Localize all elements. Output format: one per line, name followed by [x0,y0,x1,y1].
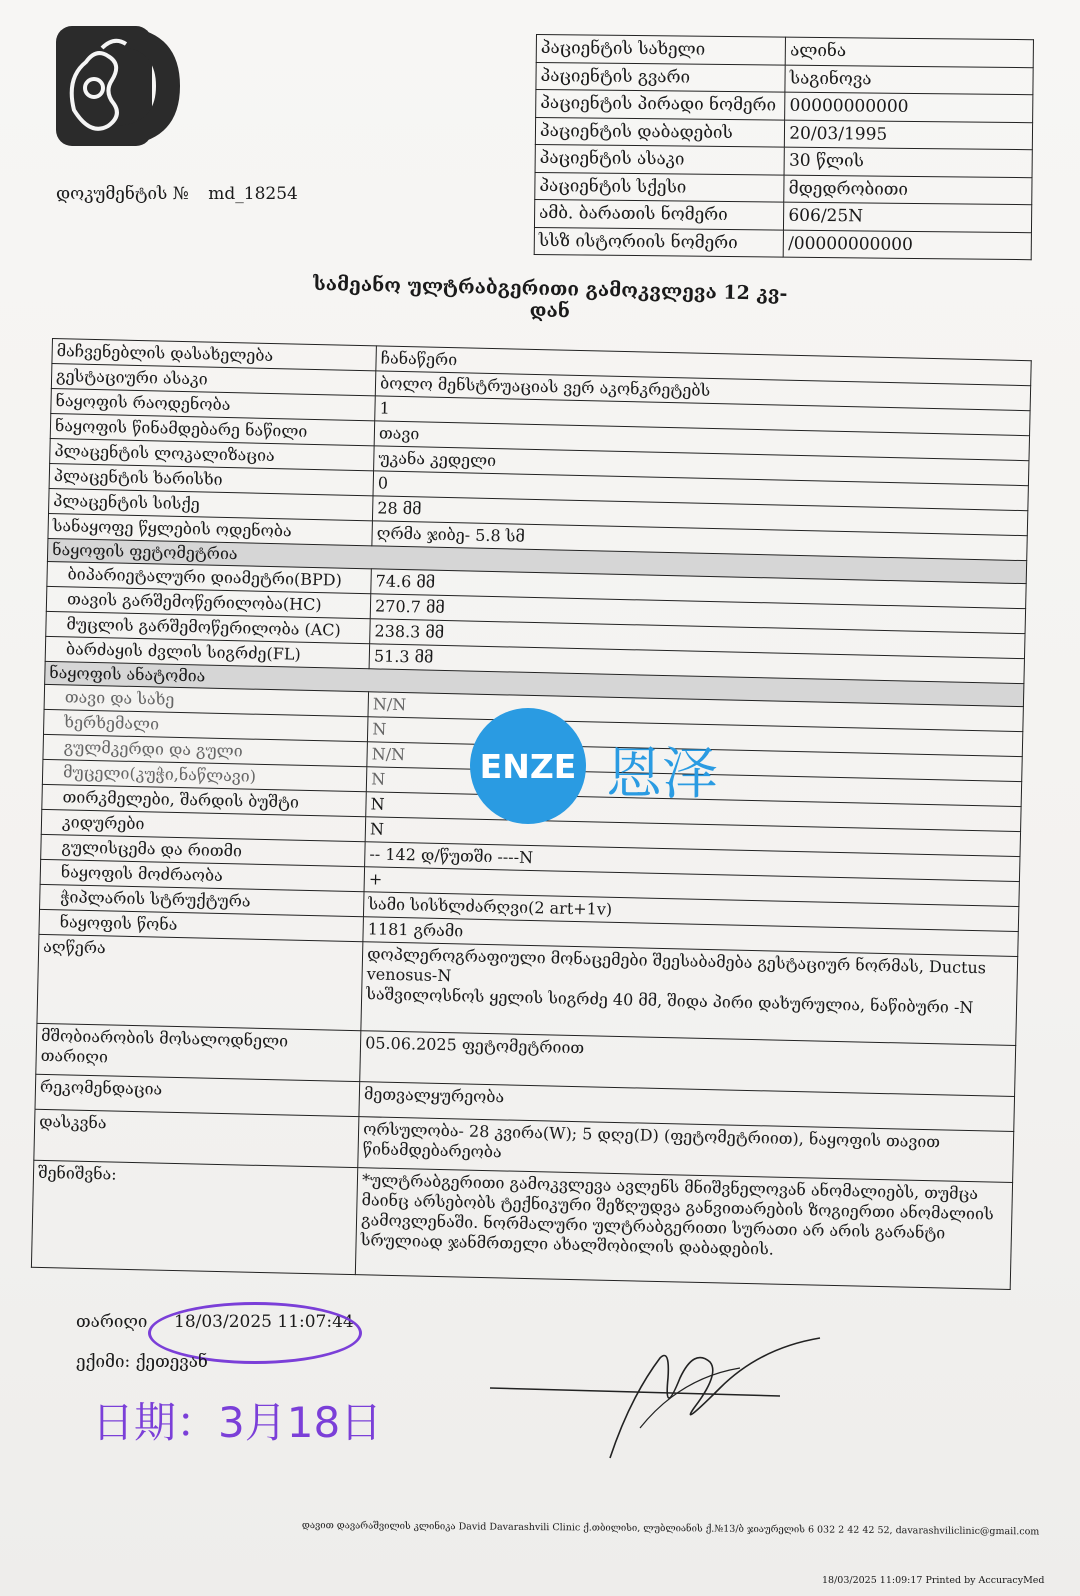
row-label: ნაყოფის რაოდენობა [51,388,376,420]
row-label: აღწერა [37,934,363,1030]
patient-label: პაციენტის სქესი [535,172,785,202]
row-label: გესტაციური ასაკი [51,364,376,396]
row-label: პლაცენტის ლოკალიზაცია [50,438,375,470]
clinic-logo-icon [52,18,182,153]
row-value: 05.06.2025 ფეტომეტრიით [360,1031,1016,1097]
row-value: უკანა კედელი [374,446,1029,486]
signature-icon [480,1318,840,1468]
row-value: მეთვალყურეობა [359,1082,1015,1132]
row-label: პლაცენტის სისქე [49,488,374,520]
enze-chinese-text: 恩泽 [606,742,718,807]
row-value: N [365,817,1020,857]
print-timestamp: 18/03/2025 11:09:17 Printed by AccuracyMed [822,1575,1045,1586]
description-line: დოპლეროგრაფიული მონაცემები შეესაბამება გესტაციურ ნორმას, Ductus venosus-N [366,944,987,986]
row-label: სანაყოფე წყლების ოდენობა [48,513,373,545]
document-number-value: md_18254 [208,184,298,204]
date-label: თარიღი [76,1312,148,1332]
row-label: ხერხემალი [44,709,369,741]
patient-value: 30 წლის [784,147,1032,177]
patient-value: ალინა [786,37,1034,67]
patient-label: პაციენტის დაბადების [535,117,785,147]
patient-value: 00000000000 [785,92,1033,122]
row-value: სამი სისხლძარღვი(2 art+1v) [364,892,1019,932]
row-label: მუცლის გარშემოწერილობა (AC) [46,611,371,643]
row-value: 1 [375,396,1030,436]
row-label: თავის გარშემოწერილობა(HC) [46,586,371,618]
row-value: + [364,867,1019,907]
section-title: ნაყოფის ფეტომეტრია [47,538,1026,583]
document-number-label: დოკუმენტის № [56,184,189,204]
row-label: თირკმელები, შარდის ბუშტი [42,784,367,816]
row-label: მაჩვენებლის დასახელება [52,339,377,371]
row-label: ბიპარიეტალური დიამეტრი(BPD) [47,561,372,593]
table-row [534,199,1031,232]
row-label: ნაყოფის წინამდებარე ნაწილი [50,413,375,445]
enze-watermark [470,700,750,820]
report-title: სამეანო ულტრაბგერითი გამოკვლევა 12 კვ-დან [312,273,788,323]
row-value: N/N [367,742,1022,782]
row-value: 51.3 მმ [369,644,1024,684]
row-value: N/N [368,692,1023,732]
row-label: მშობიარობის მოსალოდნელი თარიღი [36,1023,361,1081]
row-label: გულმკერდი და გული [43,734,368,766]
row-label: თავი და სახე [44,684,369,716]
row-value: 1181 გრამი [363,917,1018,957]
section-title: ნაყოფის ანატომია [45,661,1024,706]
row-label: მუცელი(კუჭი,ნაწლავი) [42,759,367,791]
row-value: ღრმა ჯიბე- 5.8 სმ [372,521,1027,561]
row-label: ნაყოფის მოძრაობა [40,859,365,891]
row-label: პლაცენტის ხარისხი [49,463,374,495]
row-value: *ულტრაბგერითი გამოკვლევა ავლენს მნიშვნელოვან ანომალიებს, თუმცა მაინც არსებობს ტექნიკური შეზღუდვა განვითარების ზოგიერთი ანომალიის გამოვლენაში. ნორმალური ულტრაბგერითი სურათი არ არის გარანტი სრულიად ჯანმრთელი ახალშობილის დაბადების. [355,1168,1012,1290]
table-row [534,227,1031,260]
patient-label: პაციენტის ასაკი [535,144,785,174]
row-value: ჩანაწერი [376,346,1031,386]
patient-info-table [534,34,1034,260]
document-number [56,184,298,204]
row-label: დასკვნა [34,1109,359,1167]
row-value: N [366,767,1021,807]
row-label: ნაყოფის წონა [39,909,364,941]
enze-badge: ENZE [470,708,586,824]
row-label: ბარძაყის ძვლის სიგრძე(FL) [45,636,370,668]
table-row [535,144,1032,177]
patient-value: /00000000000 [783,230,1031,260]
patient-label: პაციენტის პირადი ნომერი [536,90,786,120]
row-value: N [368,717,1023,757]
row-label: კიდურები [41,809,366,841]
patient-value: 20/03/1995 [785,120,1033,150]
doctor-name: ექიმი: ქეთევან [76,1352,208,1372]
row-label: ჭიპლარის სტრუქტურა [40,884,365,916]
row-value: -- 142 დ/წუთში ----N [365,842,1020,882]
row-value: 0 [373,471,1028,511]
row-value: თავი [374,421,1029,461]
row-value: N [366,792,1021,832]
row-value: ბოლო მენსტრუაციას ვერ აკონკრეტებს [375,371,1030,411]
row-value: ორსულობა- 28 კვირა(W); 5 დღე(D) (ფეტომეტრიით), ნაყოფის თავით წინამდებარეობა [358,1117,1014,1183]
patient-label: ამბ. ბარათის ნომერი [534,199,784,229]
row-value: 238.3 მმ [370,619,1025,659]
patient-value: 606/25N [784,202,1032,232]
clinic-address: დავით დავარაშვილის კლინიკა David Davarashvili Clinic ქ.თბილისი, ლუბლიანის ქ.№13/ბ ჯიაურელის 6 032 2 42 42 52, davarashviliclinic@gmail.com [301,1520,1040,1538]
patient-label: სსზ ისტორიის ნომერი [534,227,784,257]
chinese-date-annotation: 日期：3月18日 [92,1398,383,1447]
date-value: 18/03/2025 11:07:44 [174,1312,354,1332]
patient-value: საგინოვა [785,65,1033,95]
row-label: შენიშვნა: [31,1160,357,1274]
description-line: საშვილოსნოს ყელის სიგრძე 40 მმ, შიდა პირი დახურულია, ნაწიბური -N [366,984,974,1018]
row-label: რეკომენდაცია [35,1074,360,1116]
row-value [361,942,1018,1046]
row-value: 270.7 მმ [370,594,1025,634]
table-row [31,1160,1012,1289]
row-value: 28 მმ [373,496,1028,536]
patient-label: პაციენტის სახელი [536,35,786,65]
report-date [76,1312,354,1332]
row-label: გულისცემა და რითმი [41,834,366,866]
patient-value: მდედრობითი [784,175,1032,205]
row-value: 74.6 მმ [371,569,1026,609]
patient-label: პაციენტის გვარი [536,62,786,92]
